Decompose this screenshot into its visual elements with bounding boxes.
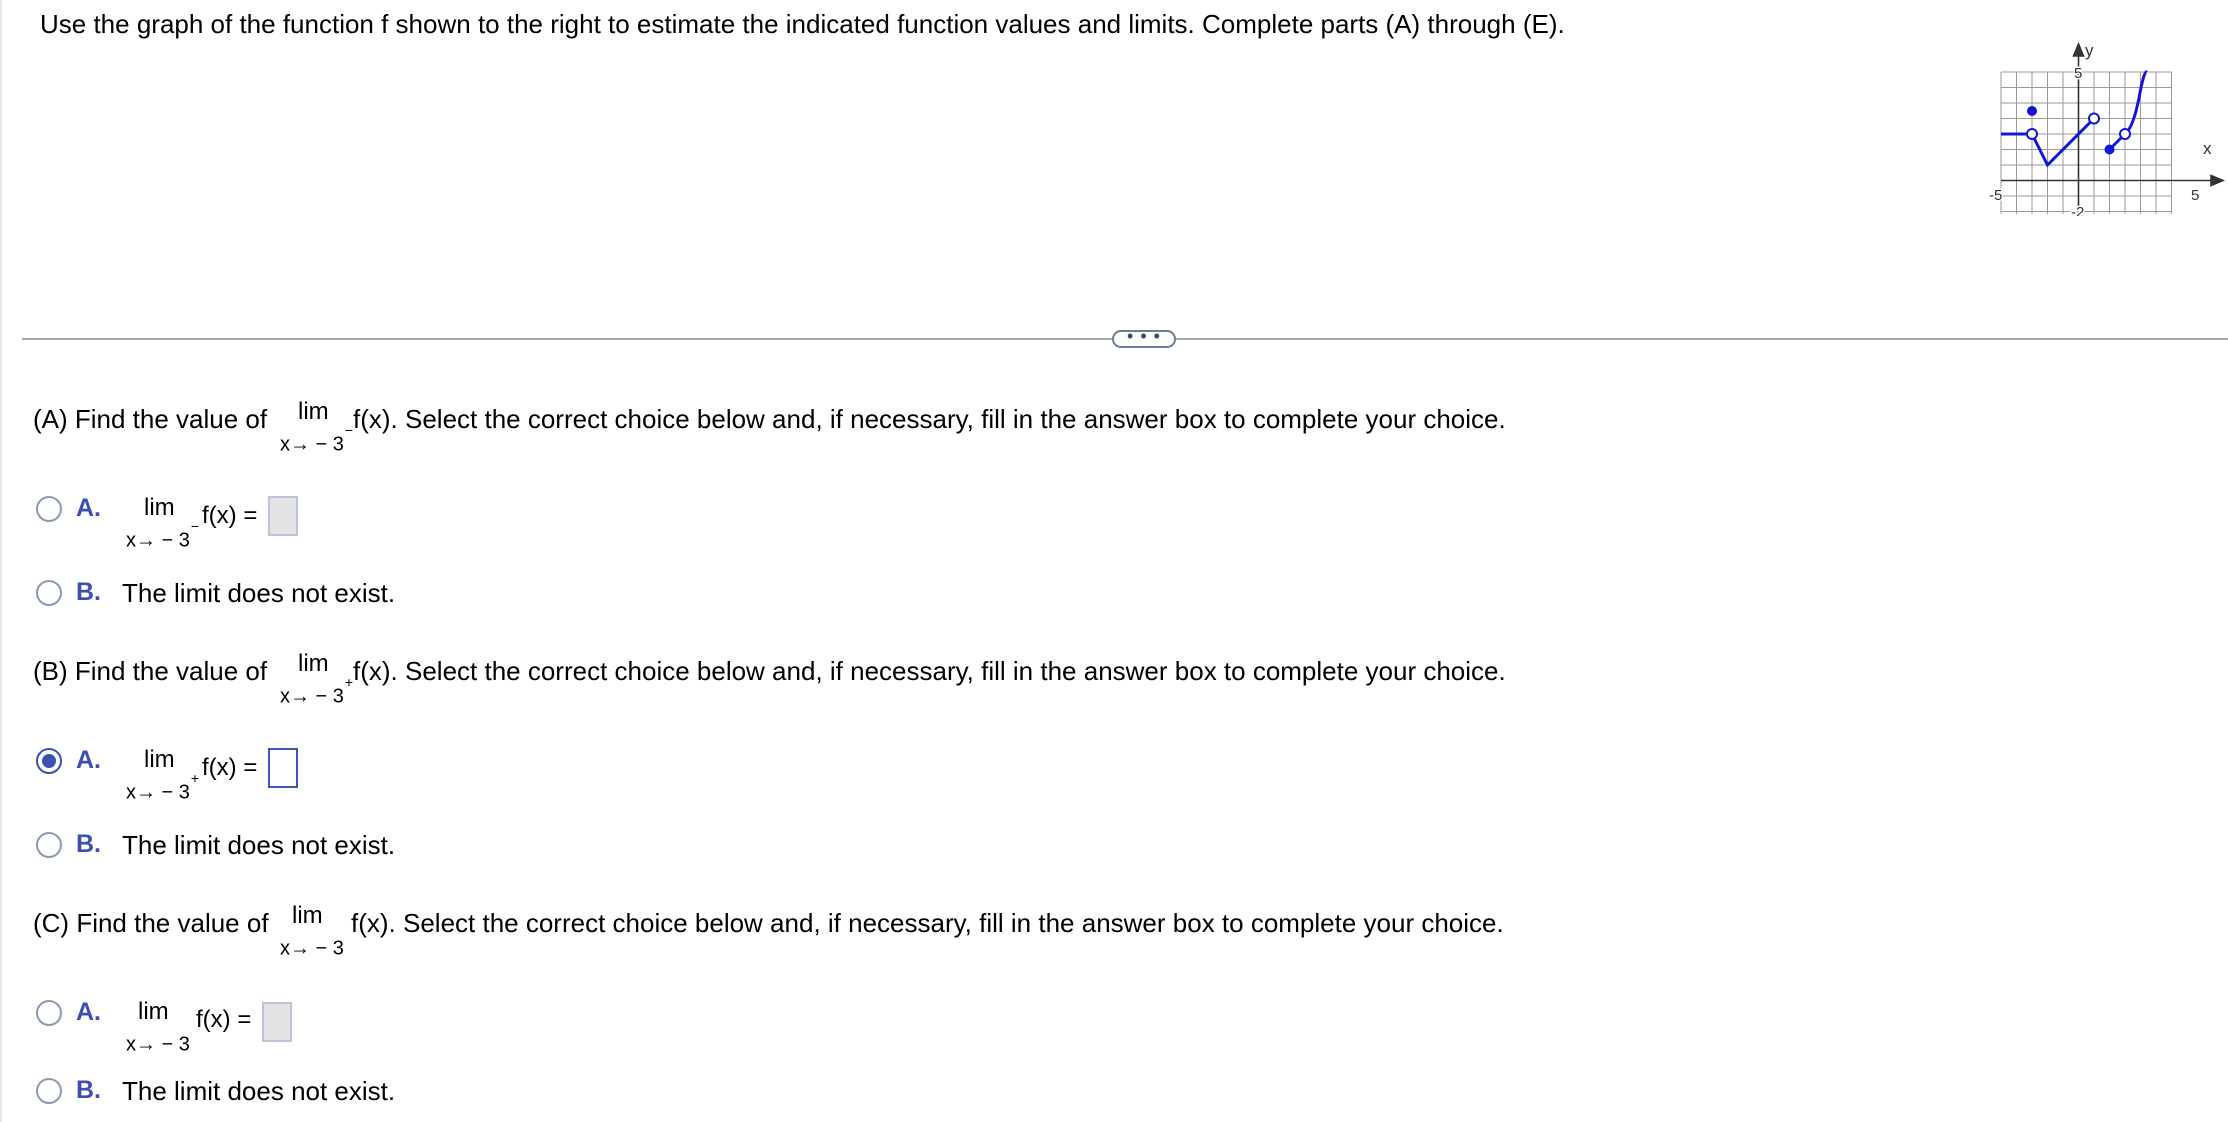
tick-label-x-right: 5 (2191, 187, 2200, 204)
lim-word: lim (138, 998, 169, 1025)
choice-letter: A. (76, 746, 101, 774)
question-text-after: f(x). Select the correct choice below and, if necessary, fill in the answer box to complete your choice. (353, 404, 1506, 434)
lim-subscript: x→ − 3+ (126, 770, 200, 804)
instructions-text: Use the graph of the function f shown to the right to estimate the indicated function values and limits. Complete parts (A) through (E). (40, 9, 1565, 39)
question-text-before: (A) Find the value of (33, 404, 268, 434)
choice-text: The limit does not exist. (122, 578, 396, 608)
answer-input-c[interactable] (262, 1002, 292, 1042)
open-point (2120, 129, 2130, 139)
function-expression: f(x) = (202, 754, 258, 781)
lim-word: lim (144, 494, 175, 521)
answer-input-a[interactable] (268, 496, 298, 536)
question-text-before: (C) Find the value of (33, 908, 269, 938)
radio-button-selected[interactable] (36, 748, 62, 774)
y-axis-label: y (2085, 41, 2094, 60)
question-text-after: f(x). Select the correct choice below and, if necessary, fill in the answer box to complete your choice. (351, 908, 1504, 938)
tick-label-x-left: -5 (1989, 187, 2003, 204)
lim-subscript: x→ − 3+ (280, 674, 354, 708)
lim-subscript: x→ − 3 (126, 1033, 190, 1056)
radio-button[interactable] (36, 1000, 62, 1026)
question-text-before: (B) Find the value of (33, 656, 268, 686)
radio-button[interactable] (36, 580, 62, 606)
filled-point (2105, 145, 2115, 155)
lim-subscript: x→ − 3− (126, 518, 200, 552)
lim-word: lim (298, 650, 329, 677)
open-point (2027, 129, 2037, 139)
radio-button[interactable] (36, 496, 62, 522)
answer-input-b[interactable] (268, 748, 298, 788)
graph-grid (2001, 72, 2172, 214)
choice-letter: A. (76, 998, 101, 1026)
function-expression: f(x) = (202, 502, 258, 529)
tick-label-y-top: 5 (2074, 65, 2083, 82)
lim-word: lim (144, 746, 175, 773)
open-point (2089, 114, 2099, 124)
choice-letter: B. (76, 578, 101, 606)
radio-button[interactable] (36, 1078, 62, 1104)
x-axis-label: x (2203, 139, 2212, 158)
lim-word: lim (298, 398, 329, 425)
function-graph[interactable] (1975, 36, 2228, 216)
left-edge-rule (0, 0, 2, 1122)
lim-subscript: x→ − 3 (280, 937, 344, 960)
lim-word: lim (292, 902, 323, 929)
choice-text: The limit does not exist. (122, 1076, 396, 1106)
question-text-after: f(x). Select the correct choice below and, if necessary, fill in the answer box to complete your choice. (353, 656, 1506, 686)
choice-letter: A. (76, 494, 101, 522)
lim-subscript: x→ − 3− (280, 422, 354, 456)
expand-more-button[interactable]: • • • (1112, 330, 1176, 348)
radio-button[interactable] (36, 832, 62, 858)
choice-letter: B. (76, 1076, 101, 1104)
filled-point (2027, 106, 2037, 116)
function-expression: f(x) = (196, 1006, 252, 1033)
choice-text: The limit does not exist. (122, 830, 396, 860)
choice-letter: B. (76, 830, 101, 858)
tick-label-y-bottom: -2 (2071, 204, 2085, 216)
